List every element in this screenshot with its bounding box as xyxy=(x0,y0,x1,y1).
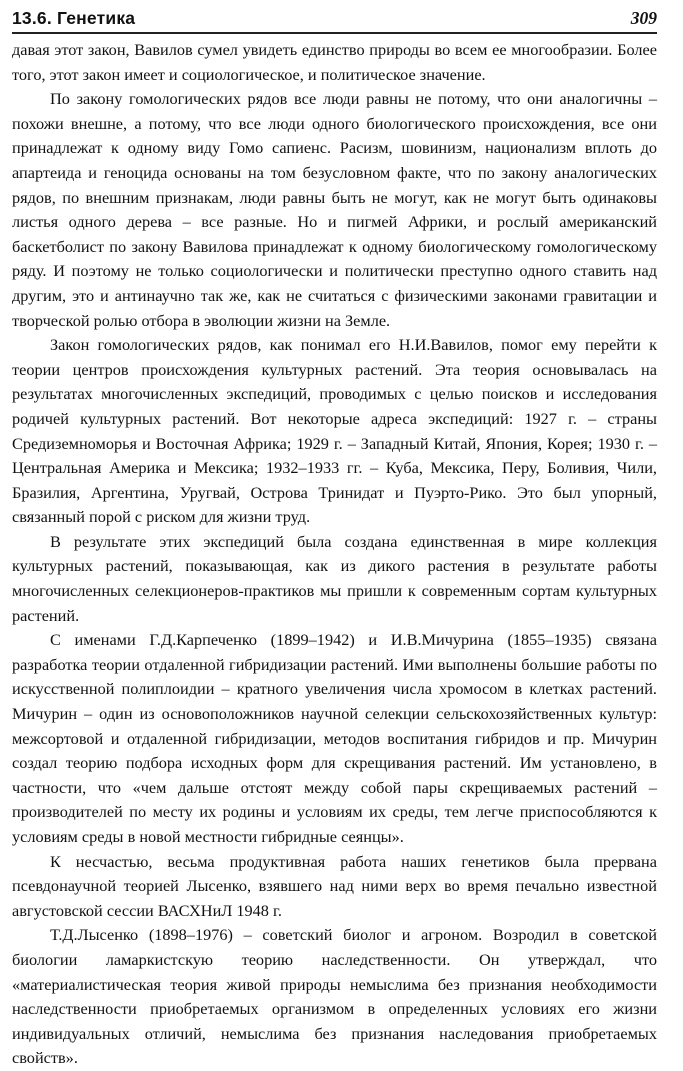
paragraph-centers-of-origin: Закон гомологических рядов, как понимал его Н.И.Вавилов, помог ему перейти к теории центров происхождения культурных растений. Эта теория основывалась на результатах многочисленных экспедиций, проводимых с целью поисков и исследования родичей культурных растений. Вот некоторые адреса экспедиций: 1927 г. – страны Средиземноморья и Восточная Африка; 1929 г. – Западный Китай, Япония, Корея; 1930 г. – Центральная Америка и Мексика; 1932–1933 гг. – Куба, Мексика, Перу, Боливия, Чили, Бразилия, Аргентина, Уругвай, Острова Тринидат и Пуэрто-Рико. Это был упорный, связанный порой с риском для жизни труд. xyxy=(12,335,657,527)
body-text xyxy=(12,38,657,1071)
paragraph-homologous-series: По закону гомологических рядов все люди равны не потому, что они аналогичны – похожи внешне, а потому, что все люди одного биологического происхождения, все они принадлежат к одному виду Гомо сапиенс. Расизм, шовинизм, национализм вплоть до апартеида и геноцида основаны на том безусловном факте, что по закону аналогических рядов, по внешним признакам, люди равны быть не могут, как не могут быть одинаковы листья одного дерева – все разные. Но и пигмей Африки, и рослый американский баскетболист по закону Вавилова принадлежат к одному биологическому гомологическому ряду. И поэтому не только социологически и политически преступно одного ставить над другим, это и антинаучно так же, как не считаться с физическими законами гравитации и творческой ролью отбора в эволюции жизни на Земле. xyxy=(12,89,657,330)
chapter-title: 13.6. Генетика xyxy=(12,8,136,28)
paragraph-collection: В результате этих экспедиций была создана единственная в мире коллекция культурных растений, показывающая, как из дикого растения в результате работы многочисленных селекционеров-практиков мы пришли к современным сортам культурных растений. xyxy=(12,531,657,625)
paragraph-lysenko-bio: Т.Д.Лысенко (1898–1976) – советский биолог и агроном. Возродил в советской биологии ламаркистскую теорию наследственности. Он утверждал, что «материалистическая теория живой природы немыслима без признания необходимости наследственности приобретаемых организмом в определенных условиях его жизни индивидуальных отличий, немыслима без признания наследования приобретаемых свойств». xyxy=(12,925,657,1068)
running-header xyxy=(12,6,657,34)
page-number: 309 xyxy=(630,8,657,28)
paragraph-lysenko-session: К несчастью, весьма продуктивная работа наших генетиков была прервана псевдонаучной теорией Лысенко, взявшего над ними верх во время печально известной августовской сессии ВАСХНиЛ 1948 г. xyxy=(12,851,657,920)
paragraph-hybridization: С именами Г.Д.Карпеченко (1899–1942) и И.В.Мичурина (1855–1935) связана разработка теории отдаленной гибридизации растений. Ими выполнены большие работы по искусственной полиплоидии – кратного увеличения числа хромосом в клетках растений. Мичурин – один из основоположников научной селекции сельскохозяйственных культур: межсортовой и отдаленной гибридизации, методов воспитания гибридов и пр. Мичурин создал теорию подбора исходных форм для скрещивания растений. Им установлено, в частности, что «чем дальше отстоят между собой пары скрещиваемых растений – производителей по месту их родины и условиям их среды, тем легче приспособляются к условиям среды в новой местности гибридные сеянцы». xyxy=(12,630,657,846)
paragraph-continued: давая этот закон, Вавилов сумел увидеть единство природы во всем ее многообразии. Более того, этот закон имеет и социологическое, и политическое значение. xyxy=(12,40,657,84)
